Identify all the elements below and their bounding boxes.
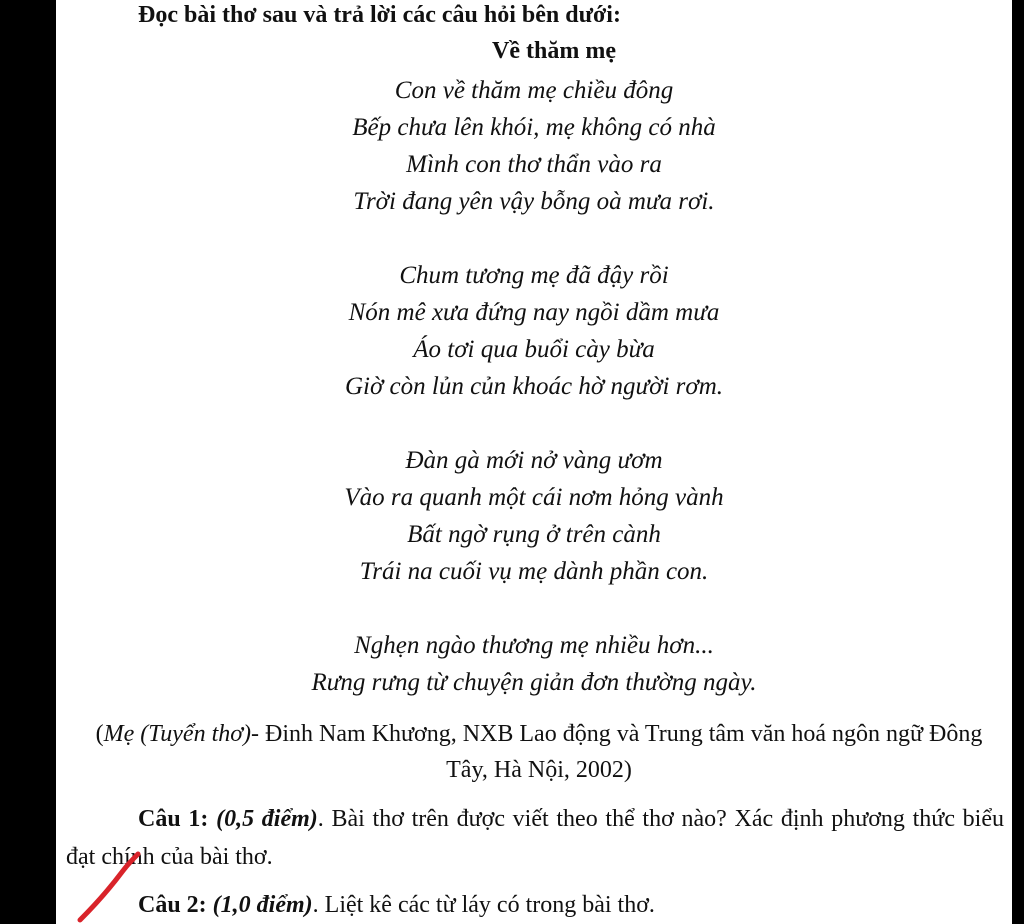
- question-2-text: . Liệt kê các từ láy có trong bài thơ.: [312, 892, 655, 918]
- poem-citation: [74, 716, 1004, 788]
- document-page: [56, 0, 1012, 924]
- poem-stanza-3: [56, 442, 1012, 590]
- poem-line: Rưng rưng từ chuyện giản đơn thường ngày.: [311, 669, 757, 696]
- red-pen-mark: [76, 848, 146, 924]
- left-black-border: [0, 0, 56, 924]
- question-2-label: Câu 2:: [138, 892, 213, 918]
- poem-line: Mình con thơ thẩn vào ra: [406, 151, 662, 178]
- poem-line: Trời đang yên vậy bỗng oà mưa rơi.: [353, 188, 715, 215]
- poem-line: Áo tơi qua buổi cày bừa: [413, 336, 655, 363]
- poem-stanza-2: [56, 257, 1012, 405]
- poem-line: Đàn gà mới nở vàng ươm: [405, 447, 663, 474]
- poem-body: [56, 72, 1012, 701]
- poem-stanza-4: [56, 627, 1012, 701]
- poem-line: Vào ra quanh một cái nơm hỏng vành: [344, 484, 724, 511]
- question-1-text: . Bài thơ trên được viết theo thể thơ nào? Xác định phương thức biểu đạt chính của bài thơ.: [66, 806, 1004, 870]
- poem-line: Trái na cuối vụ mẹ dành phần con.: [359, 558, 709, 585]
- instruction-heading: Đọc bài thơ sau và trả lời các câu hỏi bên dưới:: [138, 2, 621, 28]
- poem-line: Nghẹn ngào thương mẹ nhiều hơn...: [354, 632, 714, 659]
- citation-open-paren: (: [95, 721, 104, 747]
- question-1: [66, 800, 1004, 876]
- question-2: [66, 886, 1004, 924]
- question-1-points: (0,5 điểm): [216, 806, 318, 832]
- poem-line: Chum tương mẹ đã đậy rồi: [399, 262, 669, 289]
- poem-line: Nón mê xưa đứng nay ngồi dầm mưa: [348, 299, 720, 326]
- pen-stroke: [80, 854, 138, 920]
- poem-title: Về thăm mẹ: [492, 38, 616, 64]
- right-black-border: [1012, 0, 1024, 924]
- question-2-points: (1,0 điểm): [212, 892, 313, 918]
- poem-line: Bất ngờ rụng ở trên cành: [407, 521, 661, 548]
- poem-line: Con về thăm mẹ chiều đông: [394, 77, 674, 104]
- poem-line: Giờ còn lủn củn khoác hờ người rơm.: [344, 373, 724, 400]
- question-1-label: Câu 1:: [138, 806, 217, 832]
- citation-source: - Đinh Nam Khương, NXB Lao động và Trung tâm văn hoá ngôn ngữ Đông Tây, Hà Nội, 2002): [251, 721, 983, 783]
- citation-book-title: Mẹ (Tuyển thơ): [103, 721, 252, 747]
- poem-stanza-1: [56, 72, 1012, 220]
- poem-line: Bếp chưa lên khói, mẹ không có nhà: [352, 114, 716, 141]
